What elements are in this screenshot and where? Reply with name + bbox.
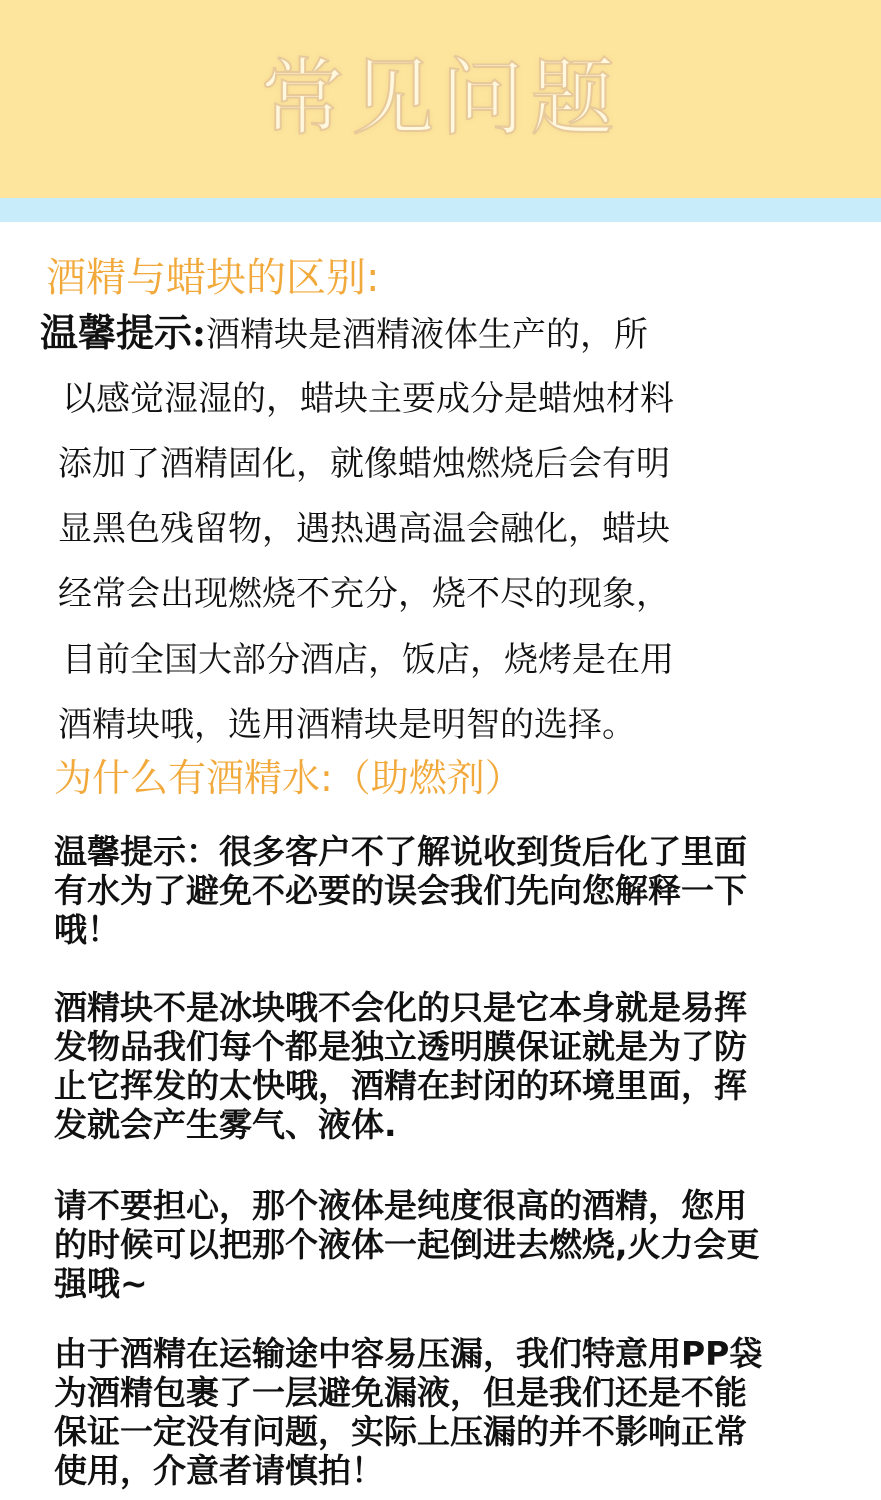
paragraph-line: 温馨提示：很多客户不了解说收到货后化了里面 [54, 832, 747, 871]
header-divider-band [0, 198, 881, 222]
paragraph-tip [54, 832, 844, 949]
body-line: 目前全国大部分酒店，饭店，烧烤是在用 [62, 640, 674, 680]
paragraph-line: 哦！ [54, 910, 120, 949]
body-line: 经常会出现燃烧不充分，烧不尽的现象， [58, 574, 670, 614]
paragraph-line: 的时候可以把那个液体一起倒进去燃烧,火力会更 [54, 1225, 760, 1264]
paragraph-not-ice [54, 988, 844, 1144]
paragraph-line: 保证一定没有问题，实际上压漏的并不影响正常 [54, 1412, 747, 1451]
paragraph-line: 发就会产生雾气、液体. [54, 1105, 397, 1144]
tip-label: 温馨提示: [40, 310, 207, 355]
paragraph-line: 请不要担心，那个液体是纯度很高的酒精，您用 [54, 1186, 747, 1225]
page-header-banner [0, 0, 881, 198]
paragraph-line: 酒精块不是冰块哦不会化的只是它本身就是易挥 [54, 988, 747, 1027]
body-line: 添加了酒精固化，就像蜡烛燃烧后会有明 [58, 444, 670, 484]
section-heading-alcohol-water: 为什么有酒精水:（助燃剂） [54, 756, 523, 800]
paragraph-line: 为酒精包裹了一层避免漏液，但是我们还是不能 [54, 1373, 747, 1412]
paragraph-line: 止它挥发的太快哦，酒精在封闭的环境里面，挥 [54, 1066, 747, 1105]
body-line: 显黑色残留物，遇热遇高温会融化，蜡块 [58, 509, 670, 549]
tip-line [40, 310, 648, 358]
tip-text: 酒精块是酒精液体生产的，所 [206, 315, 649, 355]
body-line: 以感觉湿湿的，蜡块主要成分是蜡烛材料 [62, 379, 674, 419]
paragraph-line: 由于酒精在运输途中容易压漏，我们特意用PP袋 [54, 1334, 763, 1373]
body-line: 酒精块哦，选用酒精块是明智的选择。 [58, 705, 636, 745]
paragraph-line: 有水为了避免不必要的误会我们先向您解释一下 [54, 871, 747, 910]
paragraph-line: 使用，介意者请慎拍！ [54, 1451, 384, 1490]
paragraph-dont-worry [54, 1186, 844, 1303]
paragraph-line: 发物品我们每个都是独立透明膜保证就是为了防 [54, 1027, 747, 1066]
paragraph-line: 强哦~ [54, 1264, 148, 1303]
paragraph-shipping-leak [54, 1334, 844, 1490]
section-heading-alcohol-vs-wax: 酒精与蜡块的区别: [46, 255, 380, 301]
page-title: 常见问题 [260, 49, 621, 147]
